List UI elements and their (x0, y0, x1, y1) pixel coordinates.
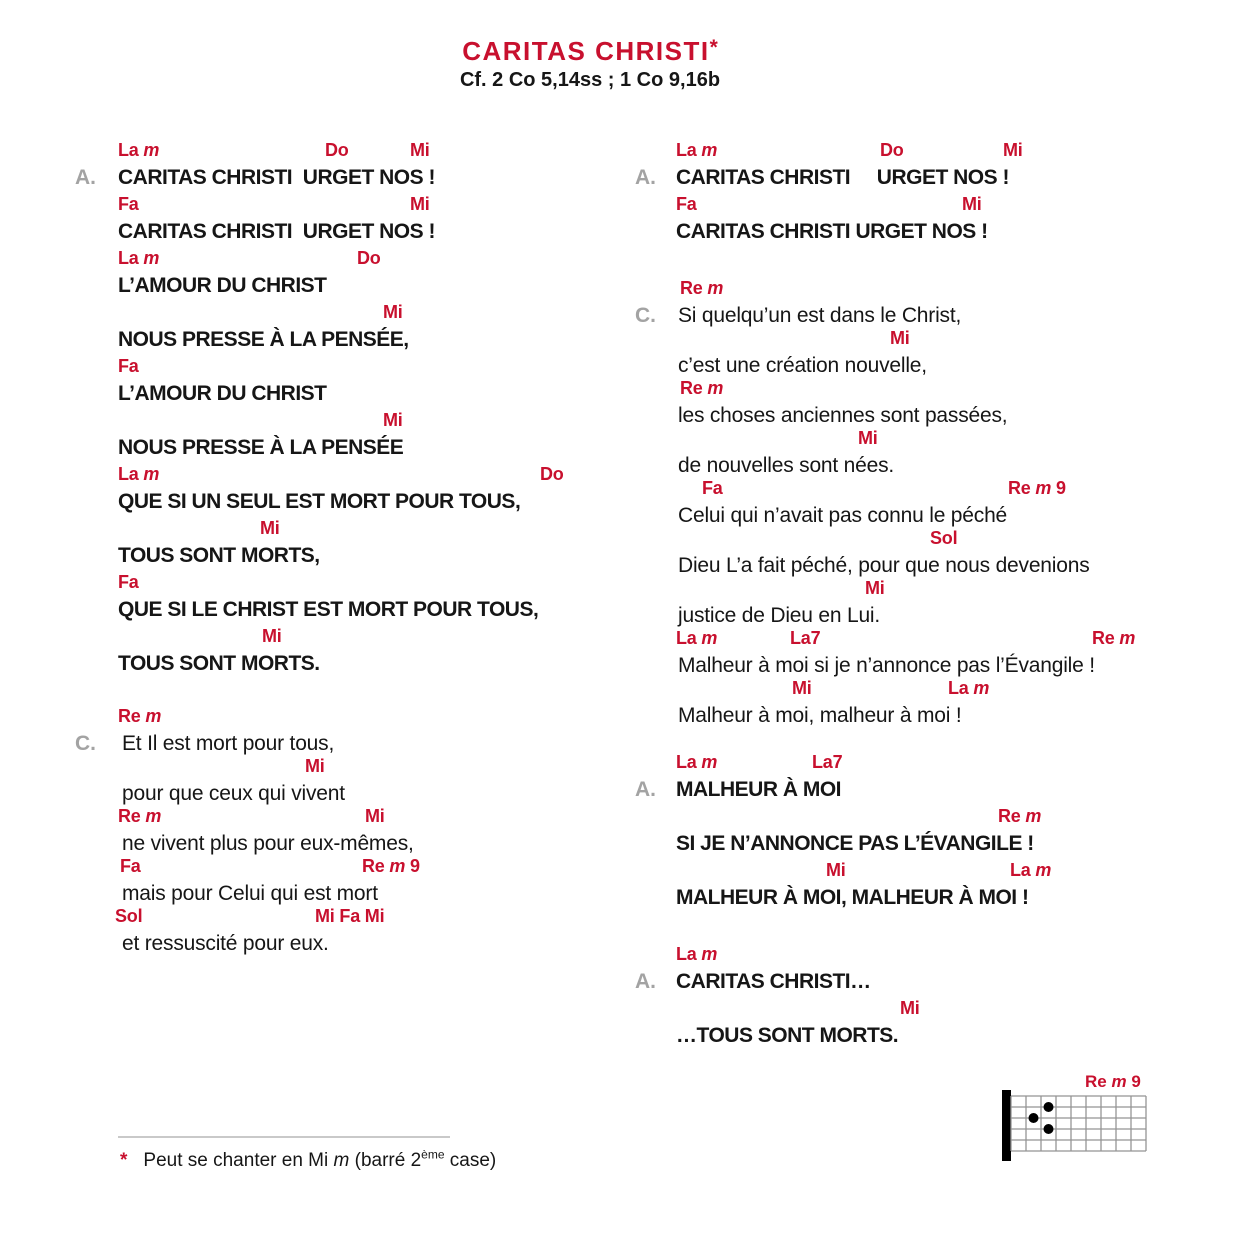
lyric-line: CARITAS CHRISTI URGET NOS ! (676, 166, 1009, 189)
section-label: C. (75, 732, 96, 755)
lyric-line: mais pour Celui qui est mort (122, 882, 378, 905)
chord-symbol: Fa (120, 856, 141, 876)
chord-symbol: Mi (410, 140, 430, 160)
chord-symbol: Fa (702, 478, 723, 498)
lyric-line: QUE SI LE CHRIST EST MORT POUR TOUS, (118, 598, 539, 621)
page-title (0, 36, 1180, 67)
chord-symbol: Re m 9 (362, 856, 420, 876)
chord-symbol: Fa (118, 194, 139, 214)
chord-symbol: Fa (118, 572, 139, 592)
footnote (120, 1148, 496, 1172)
chord-symbol: Mi Fa Mi (315, 906, 385, 926)
footnote-asterisk: * (120, 1150, 128, 1172)
chord-symbol: Mi (260, 518, 280, 538)
chord-symbol: Mi (858, 428, 878, 448)
chord-symbol: Mi (792, 678, 812, 698)
lyric-line: les choses anciennes sont passées, (678, 404, 1008, 427)
chord-symbol: Do (357, 248, 381, 268)
lyric-line: L’AMOUR DU CHRIST (118, 382, 327, 405)
lyric-line: …TOUS SONT MORTS. (676, 1024, 899, 1047)
lyric-line: Et Il est mort pour tous, (122, 732, 335, 755)
chord-symbol: La m (118, 248, 160, 268)
lyric-line: MALHEUR À MOI (676, 778, 841, 801)
chord-symbol: Re m (998, 806, 1042, 826)
chord-symbol: La m (676, 140, 718, 160)
chord-symbol: Do (325, 140, 349, 160)
chord-symbol: La m (118, 140, 160, 160)
chord-symbol: Do (540, 464, 564, 484)
lyric-line: CARITAS CHRISTI URGET NOS ! (118, 220, 435, 243)
footnote-segment: case) (444, 1150, 497, 1172)
chord-symbol: La m (1010, 860, 1052, 880)
chord-symbol: La7 (790, 628, 821, 648)
lyric-line: Dieu L’a fait péché, pour que nous devenions (678, 554, 1090, 577)
lyric-line: Malheur à moi, malheur à moi ! (678, 704, 962, 727)
chord-diagram-label: Re m 9 (1085, 1072, 1141, 1091)
footnote-segment: m (333, 1150, 350, 1172)
lyric-line: Si quelqu’un est dans le Christ, (678, 304, 962, 327)
lyric-line: et ressuscité pour eux. (122, 932, 329, 955)
chord-symbol: Re m 9 (1008, 478, 1066, 498)
footnote-segment: Peut se chanter en Mi (143, 1150, 334, 1172)
scripture-reference: Cf. 2 Co 5,14ss ; 1 Co 9,16b (459, 69, 721, 91)
finger-dot (1044, 1124, 1054, 1134)
lyric-line: SI JE N’ANNONCE PAS L’ÉVANGILE ! (676, 832, 1034, 855)
lyric-line: NOUS PRESSE À LA PENSÉE, (118, 328, 409, 351)
lyric-line: L’AMOUR DU CHRIST (118, 274, 327, 297)
lyric-line: Celui qui n’avait pas connu le péché (678, 504, 1008, 527)
chord-symbol: Re m (118, 806, 162, 826)
lyric-line: NOUS PRESSE À LA PENSÉE (118, 436, 404, 459)
chord-symbol: Sol (115, 906, 143, 926)
chord-symbol: La m (118, 464, 160, 484)
lyric-line: justice de Dieu en Lui. (678, 604, 881, 627)
footnote-segment: ème (421, 1148, 445, 1162)
chord-symbol: Mi (900, 998, 920, 1018)
lyric-line: MALHEUR À MOI, MALHEUR À MOI ! (676, 886, 1029, 909)
footnote-divider (118, 1136, 450, 1138)
lyric-line: TOUS SONT MORTS, (118, 544, 320, 567)
section-label: C. (635, 304, 656, 327)
chord-symbol: La m (948, 678, 990, 698)
fretboard (1000, 1088, 1160, 1168)
section-label: A. (635, 166, 656, 189)
chord-symbol: Mi (865, 578, 885, 598)
chord-symbol: Fa (676, 194, 697, 214)
chord-symbol: Mi (826, 860, 846, 880)
section-label: A. (75, 166, 96, 189)
chord-symbol: La m (676, 628, 718, 648)
chord-symbol: Re m (680, 278, 724, 298)
chord-symbol: Mi (383, 302, 403, 322)
chord-symbol: Mi (305, 756, 325, 776)
chord-symbol: Re m (680, 378, 724, 398)
chord-symbol: Sol (930, 528, 958, 548)
chord-symbol: La m (676, 752, 718, 772)
chord-symbol: Mi (365, 806, 385, 826)
lyric-line: QUE SI UN SEUL EST MORT POUR TOUS, (118, 490, 521, 513)
chord-diagram (1000, 1074, 1176, 1174)
chord-symbol: Mi (262, 626, 282, 646)
chord-symbol: Mi (1003, 140, 1023, 160)
chord-symbol: Mi (890, 328, 910, 348)
nut-bar (1002, 1090, 1011, 1161)
lyric-line: TOUS SONT MORTS. (118, 652, 320, 675)
chord-symbol: Do (880, 140, 904, 160)
chord-symbol: La7 (812, 752, 843, 772)
lyric-line: pour que ceux qui vivent (122, 782, 345, 805)
footnote-segment: (barré 2 (349, 1150, 422, 1172)
lyric-line: Malheur à moi si je n’annonce pas l’Évangile ! (678, 654, 1095, 677)
lyric-line: de nouvelles sont nées. (678, 454, 895, 477)
page-title-text: CARITAS CHRISTI (462, 36, 710, 66)
finger-dot (1029, 1113, 1039, 1123)
chord-symbol: Fa (118, 356, 139, 376)
title-asterisk: * (709, 36, 718, 59)
chord-symbol: Mi (383, 410, 403, 430)
chord-symbol: Re m (1092, 628, 1136, 648)
lyric-line: CARITAS CHRISTI URGET NOS ! (676, 220, 988, 243)
lyric-line: ne vivent plus pour eux-mêmes, (122, 832, 414, 855)
finger-dot (1044, 1102, 1054, 1112)
footnote-text (143, 1150, 496, 1171)
chord-symbol: Mi (962, 194, 982, 214)
lyric-line: CARITAS CHRISTI URGET NOS ! (118, 166, 435, 189)
lyric-line: c’est une création nouvelle, (678, 354, 927, 377)
section-label: A. (635, 778, 656, 801)
chord-symbol: Re m (118, 706, 162, 726)
chord-symbol: Mi (410, 194, 430, 214)
chord-symbol: La m (676, 944, 718, 964)
lyric-line: CARITAS CHRISTI… (676, 970, 871, 993)
section-label: A. (635, 970, 656, 993)
